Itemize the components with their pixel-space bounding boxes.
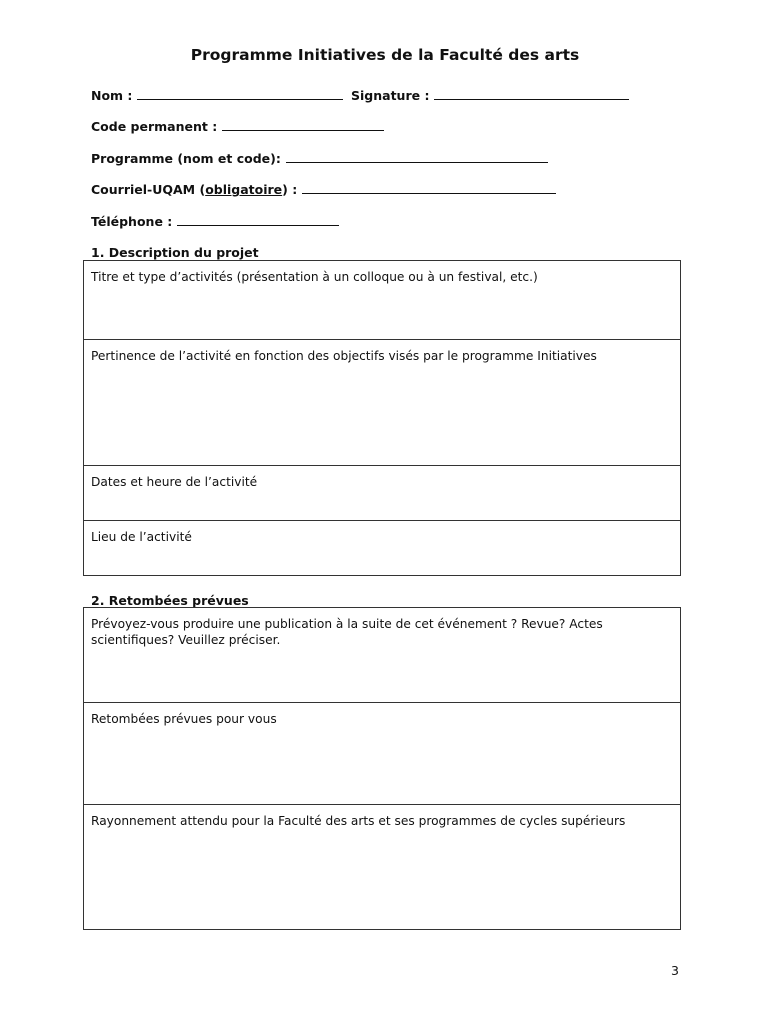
code-permanent-field [91,119,384,134]
signature-label: Signature : [351,88,430,103]
name-label: Nom : [91,88,133,103]
page-number: 3 [671,963,679,978]
section1-table [83,260,681,576]
programme-field [91,151,548,166]
code-permanent-label: Code permanent : [91,119,218,134]
section2-table [83,607,681,930]
telephone-label: Téléphone : [91,214,173,229]
code-permanent-input-line[interactable] [222,119,384,131]
section1-row-pertinence[interactable]: Pertinence de l’activité en fonction des objectifs visés par le programme Initiatives [84,340,680,466]
telephone-input-line[interactable] [177,214,339,226]
courriel-field [91,182,556,197]
section1-row-dates[interactable]: Dates et heure de l’activité [84,466,680,521]
section2-row-publication[interactable]: Prévoyez-vous produire une publication à la suite de cet événement ? Revue? Actes scientifiques? Veuillez préciser. [84,608,680,703]
programme-label: Programme (nom et code): [91,151,281,166]
courriel-input-line[interactable] [302,182,556,194]
name-field [91,88,343,103]
section1-row-lieu[interactable]: Lieu de l’activité [91,530,192,544]
section2-heading: 2. Retombées prévues [91,593,249,608]
telephone-field [91,214,339,229]
signature-field [351,88,629,103]
page-title: Programme Initiatives de la Faculté des arts [190,46,580,64]
section2-row-rayonnement[interactable]: Rayonnement attendu pour la Faculté des arts et ses programmes de cycles supérieurs [91,814,626,828]
name-input-line[interactable] [137,88,343,100]
obligatoire-emphasis: obligatoire [205,182,283,197]
courriel-label: Courriel-UQAM (obligatoire) : [91,182,298,197]
section1-row-titre[interactable]: Titre et type d’activités (présentation à un colloque ou à un festival, etc.) [84,261,680,340]
programme-input-line[interactable] [286,151,548,163]
signature-input-line[interactable] [434,88,629,100]
section2-row-retombees[interactable]: Retombées prévues pour vous [84,703,680,805]
section1-heading: 1. Description du projet [91,245,259,260]
